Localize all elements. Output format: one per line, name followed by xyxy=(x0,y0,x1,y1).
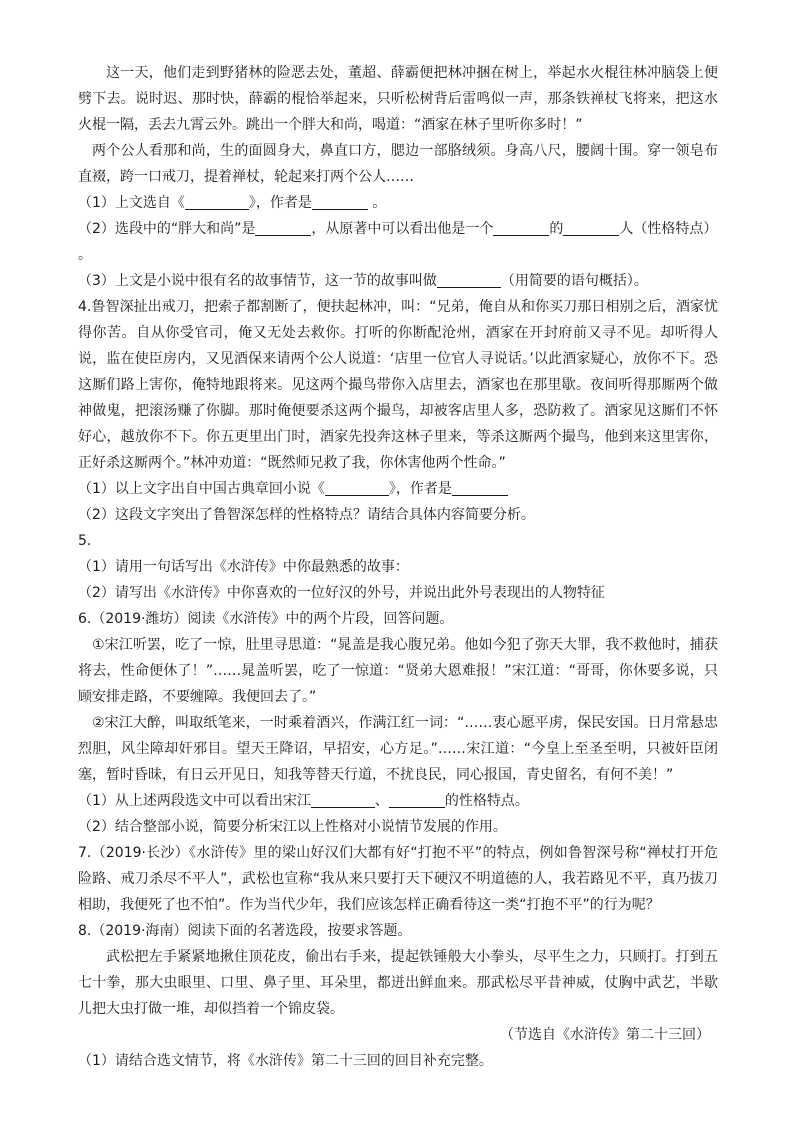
question-6-2: （2）结合整部小说，简要分析宋江以上性格对小说情节发展的作用。 xyxy=(78,819,507,835)
answer-blank[interactable] xyxy=(311,791,375,808)
question-3-1: （1）上文选自《 》，作者是 。 xyxy=(78,195,387,211)
answer-blank[interactable] xyxy=(325,479,389,496)
question-3-2: （2）选段中的“胖大和尚”是 ，从原著中可以看出他是一个 的 人（性格特点） 。 xyxy=(78,221,718,263)
answer-blank[interactable] xyxy=(255,219,311,236)
question-4-passage: 4.鲁智深扯出戒刀，把索子都割断了，便扶起林冲，叫：“兄弟，俺自从和你买刀那日相别之后，酒家忧得你苦。自从你受官司，俺又无处去救你。打听的你断配沧州，酒家在开封府前又寻不见。却听得人说，监在使臣房内，又见酒保来请两个公人说道：‘店里一位官人寻说话。’以此酒家疑心，放你不下。恐这厮们路上害你，俺特地跟将来。见这两个撮鸟带你入店里去，酒家也在那里歇。夜间听得那厮两个做神做鬼，把滚汤赚了你脚。那时俺便要杀这两个撮鸟，却被客店里人多，恐防救了。酒家见这厮们不怀好心，越放你不下。你五更里出门时，酒家先投奔这林子里来，等杀这厮两个撮鸟，他到来这里害你，正好杀这厮两个。”林冲劝道：“既然师兄救了我，你休害他两个性命。” xyxy=(78,299,718,471)
question-8-intro: 8.（2019·海南）阅读下面的名著选段，按要求答题。 xyxy=(78,923,412,939)
question-6-fragment-2: ②宋江大醉，叫取纸笔来，一时乘着酒兴，作满江红一词：“……衷心愿平虏，保民安国。日月常悬忠烈胆，风尘障却奸邪目。望天王降诏，早招安，心方足。”……宋江道：“今皇上至圣至明，只被奸臣闭塞，暂时昏昧，有日云开见日，知我等替天行道，不扰良民，同心报国，青史留名，有何不美！” xyxy=(78,715,718,783)
question-8-1: （1）请结合选文情节，将《水浒传》第二十三回的回目补充完整。 xyxy=(78,1053,493,1069)
answer-blank[interactable] xyxy=(185,193,249,210)
answer-blank[interactable] xyxy=(312,193,368,210)
question-8-passage: 武松把左手紧紧地揪住顶花皮，偷出右手来，提起铁锤般大小拳头，尽平生之力，只顾打。打到五七十拳，那大虫眼里、口里、鼻子里、耳朵里，都迸出鲜血来。那武松尽平昔神威，仗胸中武艺，半歇儿把大虫打做一堆，却似挡着一个锦皮袋。 xyxy=(78,949,718,1017)
answer-blank[interactable] xyxy=(452,479,508,496)
question-7: 7.（2019·长沙）《水浒传》里的梁山好汉们大都有好“打抱不平”的特点，例如鲁智深号称“禅杖打开危险路、戒刀杀尽不平人”，武松也宣称“我从来只要打天下硬汉不明道德的人，我若路见不平，真乃拔刀相助，我便死了也不怕”。作为当代少年，我们应该怎样正确看待这一类“打抱不平”的行为呢？ xyxy=(78,845,718,913)
worksheet-page xyxy=(78,60,718,1074)
question-4-1: （1）以上文字出自中国古典章回小说《 》，作者是 xyxy=(78,476,718,502)
question-6-fragment-1: ①宋江听罢，吃了一惊，肚里寻思道：“晁盖是我心腹兄弟。他如今犯了弥天大罪，我不救他时，捕获将去，性命便休了！”……晁盖听罢，吃了一惊道：“贤弟大恩难报！”宋江道：“哥哥，你休要多说，只顾安排走路，不要缠障。我便回去了。” xyxy=(78,637,718,705)
answer-blank[interactable] xyxy=(493,219,549,236)
answer-blank[interactable] xyxy=(389,791,445,808)
question-3-3: （3）上文是小说中很有名的故事情节，这一节的故事叫做 （用简要的语句概括）。 xyxy=(78,273,648,289)
answer-blank[interactable] xyxy=(437,271,501,288)
question-8-source: （节选自《水浒传》第二十三回） xyxy=(500,1027,710,1043)
question-6-1: （1）从上述两段选文中可以看出宋江 、 的性格特点。 xyxy=(78,793,529,809)
question-5-1: （1）请用一句话写出《水浒传》中你最熟悉的故事： xyxy=(78,559,409,575)
question-6-intro: 6.（2019·潍坊）阅读《水浒传》中的两个片段，回答问题。 xyxy=(78,611,454,627)
question-5-number: 5. xyxy=(78,533,92,549)
passage-3-paragraph-2: 两个公人看那和尚，生的面圆身大，鼻直口方，腮边一部胳绒须。身高八尺，腰阔十围。穿一领皂布直裰，跨一口戒刀，提着禅杖，轮起来打两个公人…… xyxy=(78,143,718,185)
passage-3-paragraph-1: 这一天，他们走到野猪林的险恶去处，董超、薛霸便把林冲捆在树上，举起水火棍往林冲脑袋上便劈下去。说时迟、那时快，薛霸的棍恰举起来，只听松树背后雷鸣似一声，那条铁禅杖飞将来，把这水火棍一隔，丢去九霄云外。跳出一个胖大和尚，喝道：“酒家在林子里听你多时！” xyxy=(78,65,718,133)
question-4-2: （2）这段文字突出了鲁智深怎样的性格特点？请结合具体内容简要分析。 xyxy=(78,507,535,523)
question-5-2: （2）请写出《水浒传》中你喜欢的一位好汉的外号，并说出此外号表现出的人物特征 xyxy=(78,585,605,601)
answer-blank[interactable] xyxy=(563,219,619,236)
